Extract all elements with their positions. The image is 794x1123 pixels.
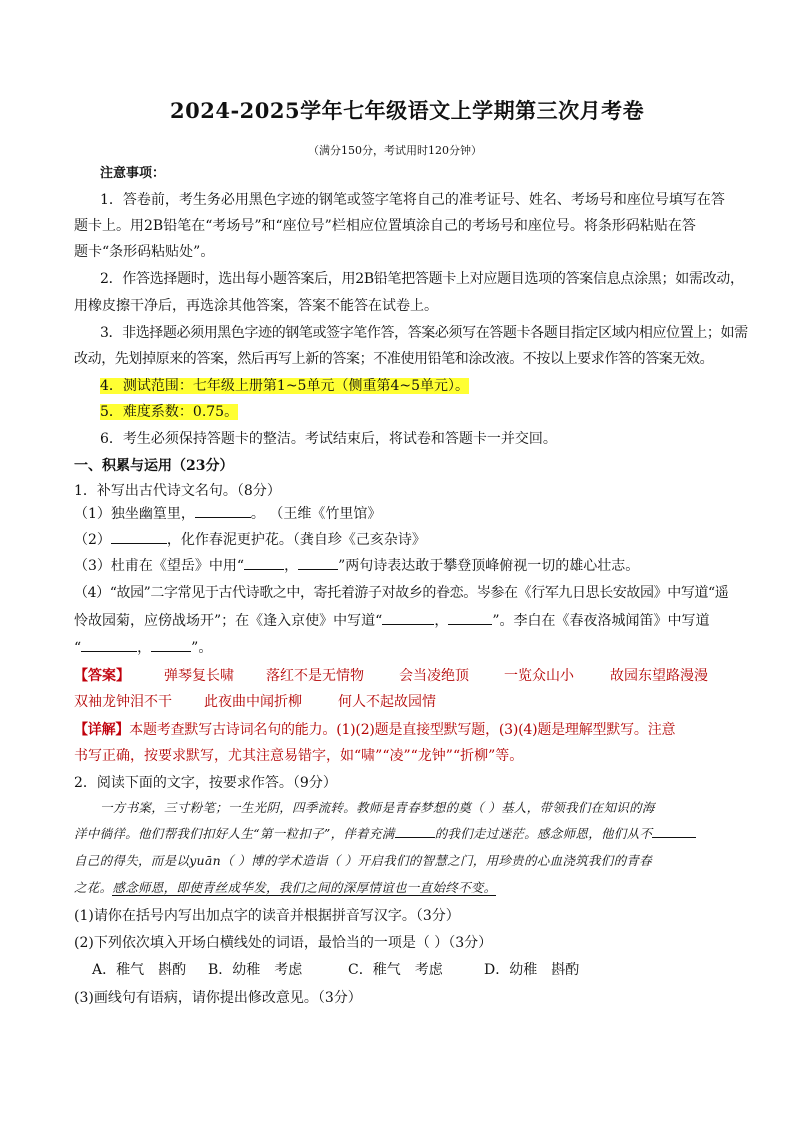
answer-item: 会当凌绝顶	[399, 668, 469, 684]
page-title: 2024-2025学年七年级语文上学期第三次月考卷	[170, 98, 645, 123]
question-2-sub-2: (2)下列依次填入开场白横线处的词语，最恰当的一项是（ ）（3分）	[74, 935, 493, 951]
answer-blank	[652, 825, 696, 838]
passage-line-3: 自己的得失，而是以yuān（ ）博的学术造诣（ ）开启我们的智慧之门，用珍贵的心血浇筑我们的青春	[74, 853, 652, 868]
answer-item: 落红不是无情物	[266, 668, 364, 684]
answer-blank	[81, 637, 137, 652]
answer-blank	[448, 610, 492, 625]
question-2-sub-3: (3)画线句有语病，请你提出修改意见。（3分）	[74, 990, 362, 1006]
question-2-sub-1: (1)请你在括号内写出加点字的读音并根据拼音写汉字。（3分）	[74, 908, 460, 924]
section-heading: 一、积累与运用（23分）	[74, 458, 234, 474]
passage-line-1: 一方书案，三寸粉笔；一生光阴，四季流转。教师是青春梦想的奠（ ）基人，带领我们在知识的海	[100, 800, 655, 815]
question-1-part-3: （3）杜甫在《望岳》中用“ ， ”两句诗表达敢于攀登顶峰俯视一切的雄心壮志。	[74, 555, 724, 576]
answer-blank	[111, 529, 167, 544]
answer-item: 弹琴复长啸	[164, 668, 234, 684]
answer-row-2	[74, 692, 724, 712]
question-1-part-4-line-2: 怜故园菊，应傍战场开”；在《逢入京使》中写道“ ， ”。李白在《春夜洛城闻笛》中写道	[74, 610, 724, 631]
answer-blank	[244, 555, 284, 570]
notice-heading: 注意事项：	[100, 166, 166, 181]
notice-item-3-line-2: 改动，先划掉原来的答案，然后再写上新的答案；不准使用铅笔和涂改液。不按以上要求作答的答案无效。	[74, 351, 714, 367]
highlighted-text: 5．难度系数：0.75。	[100, 404, 239, 420]
answer-item: 何人不起故园情	[338, 694, 436, 710]
answer-blank	[151, 637, 191, 652]
answer-blank	[382, 610, 434, 625]
notice-item-1-line-1: 1．答卷前，考生务必用黑色字迹的钢笔或签字笔将自己的准考证号、姓名、考场号和座位号填写在答	[100, 192, 725, 208]
question-1-stem: 1．补写出古代诗文名句。（8分）	[74, 483, 281, 499]
answer-blank	[298, 555, 338, 570]
answer-item: 故园东望路漫漫	[610, 668, 708, 684]
answer-blank	[195, 503, 251, 518]
detail-label: 【详解】	[74, 722, 130, 738]
notice-item-2-line-2: 用橡皮擦干净后，再选涂其他答案，答案不能答在试卷上。	[74, 298, 438, 314]
notice-item-1-line-3: 题卡“条形码粘贴处”。	[74, 244, 215, 260]
detail-line-2: 书写正确，按要求默写，尤其注意易错字，如“啸”“凌”“龙钟”“折柳”等。	[74, 748, 524, 764]
answer-label: 【答案】	[74, 668, 130, 684]
notice-item-6: 6．考生必须保持答题卡的整洁。考试结束后，将试卷和答题卡一并交回。	[100, 431, 557, 447]
question-2-stem: 2．阅读下面的文字，按要求作答。（9分）	[74, 775, 337, 791]
notice-item-2-line-1: 2．作答选择题时，选出每小题答案后，用2B铅笔把答题卡上对应题目选项的答案信息点涂黑；如需改动，	[100, 271, 744, 287]
option-a: A．稚气 斟酌	[92, 962, 187, 978]
passage-line-2: 洋中徜徉。他们帮我们扣好人生“第一粒扣子”，伴着充满 的我们走过迷茫。感念师恩，他们从不	[74, 825, 726, 843]
answer-item: 一览众山小	[504, 668, 574, 684]
underlined-sentence: 感念师恩，即使青丝成华发，我们之间的深厚情谊也一直始终不变。	[112, 880, 497, 895]
highlighted-text: 4．测试范围：七年级上册第1~5单元（侧重第4~5单元）。	[100, 378, 469, 394]
notice-item-3-line-1: 3．非选择题必须用黑色字迹的钢笔或签字笔作答，答案必须写在答题卡各题目指定区域内相应位置上；如需	[100, 325, 748, 341]
answer-item: 此夜曲中闻折柳	[204, 694, 302, 710]
passage-line-4: 之花。感念师恩，即使青丝成华发，我们之间的深厚情谊也一直始终不变。	[74, 880, 497, 895]
question-1-part-1: （1）独坐幽篁里， 。 （王维《竹里馆》	[74, 503, 724, 524]
notice-item-1-line-2: 题卡上。用2B铅笔在“考场号”和“座位号”栏相应位置填涂自己的考场号和座位号。将条形码粘贴在答	[74, 218, 696, 234]
question-1-part-2: （2） ，化作春泥更护花。（龚自珍《己亥杂诗》	[74, 529, 724, 550]
answer-blank	[395, 825, 435, 838]
answer-item: 双袖龙钟泪不干	[74, 694, 172, 710]
notice-item-5	[100, 402, 750, 422]
option-d: D．幼稚 斟酌	[484, 962, 580, 978]
answer-row-1	[74, 666, 724, 686]
page-subtitle: （满分150分，考试用时120分钟）	[308, 144, 482, 157]
option-b: B．幼稚 考虑	[208, 962, 303, 978]
question-1-part-4-line-3: “ ， ”。	[74, 637, 724, 658]
option-c: C．稚气 考虑	[348, 962, 443, 978]
detail-line-1: 【详解】本题考查默写古诗词名句的能力。(1)(2)题是直接型默写题，(3)(4)题是理解型默写。注意	[74, 722, 676, 738]
notice-item-4	[100, 376, 750, 396]
question-1-part-4-line-1: （4）“故园”二字常见于古代诗歌之中，寄托着游子对故乡的眷恋。岑参在《行军九日思长安故园》中写道“遥	[74, 585, 729, 601]
